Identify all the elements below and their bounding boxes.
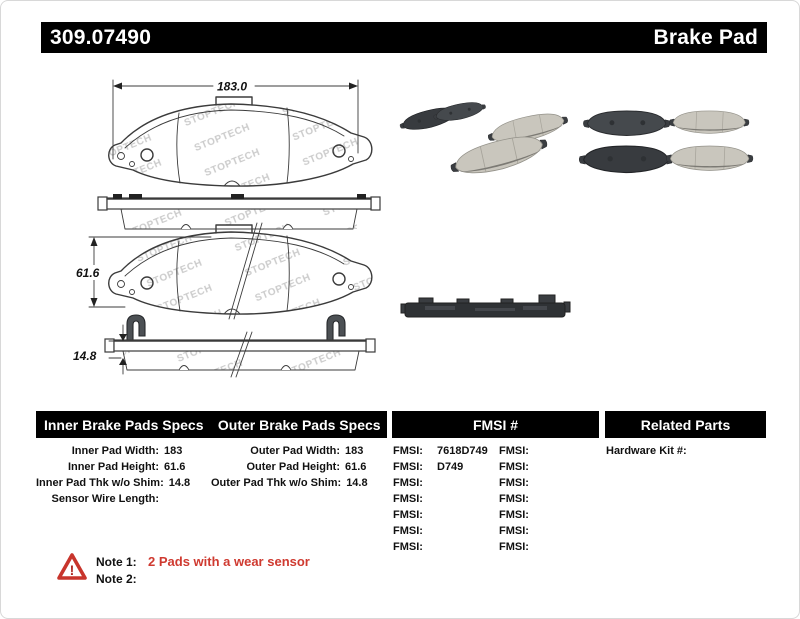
part-number: 309.07490	[50, 25, 152, 49]
photo-pad-edge	[401, 295, 570, 317]
dim-width-label: 183.0	[217, 79, 248, 94]
related-parts-column	[606, 443, 766, 459]
spec-label: Outer Pad Thk w/o Shim:	[211, 477, 342, 489]
fmsi-header: FMSI #	[472, 416, 519, 433]
related-label: Hardware Kit #:	[606, 445, 687, 457]
fmsi-row	[393, 443, 493, 459]
fmsi-row	[499, 443, 599, 459]
spec-label: Inner Pad Thk w/o Shim:	[36, 477, 164, 489]
fmsi-row	[499, 507, 599, 523]
spec-label: Outer Pad Width:	[250, 445, 340, 457]
fmsi-row	[393, 475, 493, 491]
note-2-label: Note 2:	[96, 572, 137, 586]
spec-label: Outer Pad Height:	[246, 461, 340, 473]
product-name: Brake Pad	[653, 25, 758, 49]
spec-value: 14.8	[346, 477, 368, 489]
fmsi-label: FMSI:	[499, 445, 529, 457]
spec-value: 183	[164, 445, 183, 457]
spec-value	[164, 491, 206, 507]
spec-label: Inner Pad Width:	[71, 445, 159, 457]
fmsi-row	[393, 491, 493, 507]
fmsi-row	[499, 475, 599, 491]
fmsi-row	[499, 523, 599, 539]
fmsi-column-1	[393, 443, 493, 555]
fmsi-label: FMSI:	[393, 525, 423, 537]
spec-row	[36, 443, 206, 459]
spec-row	[211, 443, 387, 459]
spec-row	[211, 459, 387, 475]
related-row	[606, 443, 766, 459]
fmsi-label: FMSI:	[499, 461, 529, 473]
inner-specs-header: Inner Brake Pads Specs	[43, 416, 204, 433]
fmsi-value: 7618D749	[437, 445, 488, 457]
related-parts-header-bar	[605, 411, 766, 438]
spec-label: Sensor Wire Length:	[51, 493, 159, 505]
fmsi-label: FMSI:	[499, 509, 529, 521]
inner-specs-column	[36, 443, 206, 507]
photo-pad-set-flat	[579, 111, 753, 173]
warning-exclamation: !	[69, 562, 75, 578]
dim-height-label: 61.6	[76, 266, 100, 280]
spec-row	[36, 459, 206, 475]
fmsi-label: FMSI:	[393, 461, 423, 473]
spec-value: 183	[345, 445, 364, 457]
outer-specs-column	[211, 443, 387, 491]
spec-value: 61.6	[164, 461, 186, 473]
spec-row	[36, 475, 206, 491]
spec-row	[211, 475, 387, 491]
fmsi-label: FMSI:	[499, 525, 529, 537]
fmsi-label: FMSI:	[499, 477, 529, 489]
fmsi-label: FMSI:	[393, 541, 423, 553]
note-1-label: Note 1:	[96, 555, 137, 569]
spec-value: 61.6	[345, 461, 367, 473]
warning-triangle-icon	[56, 552, 88, 582]
fmsi-label: FMSI:	[393, 509, 423, 521]
fmsi-label: FMSI:	[393, 493, 423, 505]
spec-label: Inner Pad Height:	[67, 461, 159, 473]
fmsi-label: FMSI:	[499, 541, 529, 553]
fmsi-label: FMSI:	[393, 477, 423, 489]
related-parts-header: Related Parts	[640, 416, 731, 433]
fmsi-row	[393, 507, 493, 523]
fmsi-label: FMSI:	[499, 493, 529, 505]
fmsi-row	[499, 491, 599, 507]
fmsi-row	[499, 539, 599, 555]
fmsi-row	[393, 523, 493, 539]
note-2	[96, 571, 145, 586]
fmsi-row	[393, 459, 493, 475]
product-photos	[391, 81, 771, 331]
fmsi-row	[499, 459, 599, 475]
spec-row	[36, 491, 206, 507]
specs-header-bar	[36, 411, 387, 438]
fmsi-value: D749	[437, 461, 464, 473]
title-bar	[41, 22, 767, 53]
technical-drawing	[61, 71, 391, 381]
fmsi-column-2	[499, 443, 599, 555]
note-1-text: 2 Pads with a wear sensor	[148, 554, 310, 569]
outer-specs-header: Outer Brake Pads Specs	[217, 416, 381, 433]
note-1	[96, 554, 310, 569]
fmsi-label: FMSI:	[393, 445, 423, 457]
fmsi-row	[393, 539, 493, 555]
spec-value: 14.8	[168, 477, 191, 489]
fmsi-header-bar	[392, 411, 599, 438]
photo-pad-set-perspective	[398, 99, 570, 182]
dim-thickness-label: 14.8	[73, 349, 97, 363]
